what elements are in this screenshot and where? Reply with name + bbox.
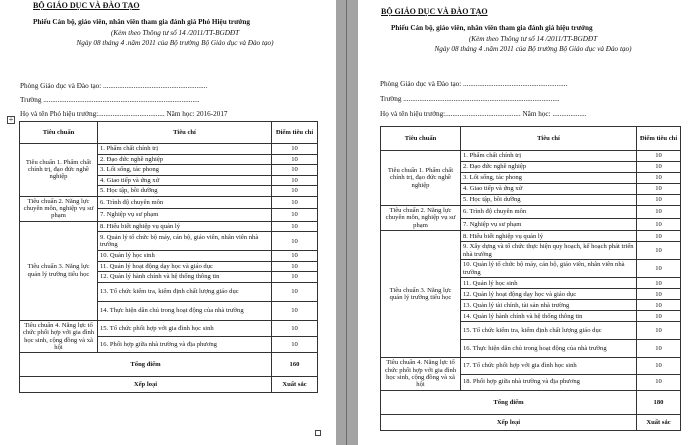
regulation-ref-line1: (Kèm theo Thông tư số 14 /2011/TT-BGDĐT	[468, 35, 598, 43]
score-cell: 10	[637, 278, 681, 289]
standard-label: Tiêu chuẩn 1. Phẩm chất chính trị, đạo đức nghề nghiệp	[387, 166, 454, 189]
standard-cell	[381, 231, 461, 358]
criterion-cell: 3. Lối sống, tác phong	[98, 165, 272, 176]
standard-cell	[381, 151, 461, 206]
criteria-standard-header: Tiêu chuẩn	[381, 127, 461, 151]
criterion-cell: 10. Quản lý học sinh	[98, 251, 272, 262]
standard-label: Tiêu chuẩn 4. Năng lực tổ chức phối hợp với gia đình học sinh, cộng đồng và xã hội	[22, 321, 95, 351]
rank-row	[20, 377, 318, 393]
document-page-left	[0, 0, 336, 445]
table-row	[20, 196, 318, 209]
criterion-cell: 9. Xây dựng và tổ chức thực hiện quy hoạch, kế hoạch phát triển nhà trường	[461, 242, 637, 260]
ministry-header: BỘ GIÁO DỤC VÀ ĐÀO TẠO	[381, 7, 488, 16]
criterion-cell: 14. Quản lý hành chính và hệ thống thông tin	[461, 311, 637, 322]
criteria-score-header: Điểm tiêu chí	[637, 127, 681, 151]
total-label: Tổng điểm	[20, 353, 272, 377]
score-cell: 10	[637, 322, 681, 340]
score-cell: 10	[272, 186, 318, 197]
criterion-cell: 6. Trình độ chuyên môn	[461, 206, 637, 219]
rank-row	[381, 414, 681, 430]
score-cell: 10	[637, 311, 681, 322]
score-cell: 10	[637, 231, 681, 242]
score-cell: 10	[637, 162, 681, 173]
criterion-cell: 1. Phẩm chất chính trị	[461, 151, 637, 162]
score-cell: 10	[637, 184, 681, 195]
criteria-score-header: Điểm tiêu chí	[272, 122, 318, 144]
score-cell: 10	[637, 206, 681, 219]
standard-label: Tiêu chuẩn 4. Năng lực tổ chức phối hợp với gia đình học sinh, cộng đồng và xã hội	[384, 359, 457, 389]
regulation-ref-line1: (Kèm theo Thông tư số 14 /2011/TT-BGDĐT	[110, 29, 240, 37]
score-cell: 10	[272, 320, 318, 336]
score-cell: 10	[272, 221, 318, 232]
form-title: Phiếu Cán bộ, giáo viên, nhân viên tham gia đánh giá hiệu trưởng	[391, 24, 593, 32]
score-cell: 10	[272, 272, 318, 283]
criteria-table	[19, 121, 318, 393]
table-row	[381, 151, 681, 162]
score-cell: 10	[637, 289, 681, 300]
criterion-cell: 16. Thực hiện dân chủ trong hoạt động của nhà trường	[461, 340, 637, 358]
criterion-cell: 12. Quản lý hoạt động dạy học và giáo dục	[461, 289, 637, 300]
criterion-cell: 3. Lối sống, tác phong	[461, 173, 637, 184]
total-value: 160	[272, 353, 318, 377]
rank-value: Xuất sắc	[637, 414, 681, 430]
criterion-cell: 5. Học tập, bồi dưỡng	[98, 186, 272, 197]
department-field: Phòng Giáo dục và Đào tạo: ..........................................................	[380, 80, 568, 88]
standard-label: Tiêu chuẩn 2. Năng lực chuyên môn, nghiệp vụ sư phạm	[23, 197, 94, 220]
standard-label: Tiêu chuẩn 1. Phẩm chất chính trị, đạo đức nghề nghiệp	[25, 158, 92, 181]
ministry-header: BỘ GIÁO DỤC VÀ ĐÀO TẠO	[33, 1, 140, 10]
table-row	[20, 320, 318, 336]
table-row	[381, 206, 681, 219]
criterion-cell: 6. Trình độ chuyên môn	[98, 196, 272, 209]
score-cell: 10	[272, 251, 318, 262]
document-page-right	[358, 0, 700, 445]
total-row	[381, 390, 681, 414]
criterion-cell: 2. Đạo đức nghề nghiệp	[461, 162, 637, 173]
table-row	[20, 144, 318, 155]
score-cell: 10	[637, 374, 681, 390]
criterion-cell: 11. Quản lý học sinh	[461, 278, 637, 289]
criterion-cell: 8. Hiểu biết nghiệp vụ quản lý	[98, 221, 272, 232]
table-row	[381, 358, 681, 374]
criterion-cell: 8. Hiểu biết nghiệp vụ quản lý	[461, 231, 637, 242]
standard-cell	[20, 144, 98, 197]
standard-cell	[381, 206, 461, 231]
criterion-cell: 18. Phối hợp giữa nhà trường và địa phương	[461, 374, 637, 390]
criterion-cell: 13. Tổ chức kiểm tra, kiểm định chất lượng giáo dục	[98, 282, 272, 301]
person-field: Họ và tên Phó hiệu trưởng:..................................... Năm học: 2016-2017	[20, 110, 228, 118]
regulation-ref-line2: Ngày 08 tháng 4 .năm 2011 của Bộ trưởng Bộ Giáo dục và Đào tạo)	[434, 45, 632, 53]
criterion-cell: 4. Giao tiếp và ứng xử	[98, 175, 272, 186]
standard-cell	[20, 320, 98, 353]
person-field: Họ và tên hiệu trưởng:.......................................... Năm học: ...................	[380, 110, 587, 118]
criteria-table	[380, 126, 681, 431]
score-cell: 10	[637, 218, 681, 231]
score-cell: 10	[272, 261, 318, 272]
rank-label: Xếp loại	[381, 414, 637, 430]
standard-cell	[20, 196, 98, 221]
regulation-ref-line2: Ngày 08 tháng 4 .năm 2011 của Bộ trưởng Bộ Giáo dục và Đào tạo)	[76, 39, 274, 47]
table-resize-handle-icon[interactable]	[315, 430, 321, 436]
criterion-cell: 2. Đạo đức nghề nghiệp	[98, 154, 272, 165]
total-row	[20, 353, 318, 377]
score-cell: 10	[272, 337, 318, 353]
score-cell: 10	[637, 300, 681, 311]
total-value: 180	[637, 390, 681, 414]
standard-label: Tiêu chuẩn 3. Năng lực quản lý trường tiểu học	[27, 263, 90, 278]
score-cell: 10	[637, 340, 681, 358]
total-label: Tổng điểm	[381, 390, 637, 414]
score-cell: 10	[637, 195, 681, 206]
criterion-cell: 14. Thực hiện dân chủ trong hoạt động của nhà trường	[98, 301, 272, 320]
criterion-cell: 5. Học tập, bồi dưỡng	[461, 195, 637, 206]
score-cell: 10	[272, 196, 318, 209]
criterion-cell: 13. Quản lý tài chính, tài sản nhà trường	[461, 300, 637, 311]
score-cell: 10	[637, 260, 681, 278]
criterion-cell: 12. Quản lý hành chính và hệ thống thông tin	[98, 272, 272, 283]
criteria-item-header: Tiêu chí	[98, 122, 272, 144]
school-field: Trường .......................................................................................	[20, 96, 200, 104]
table-row	[20, 221, 318, 232]
score-cell: 10	[637, 173, 681, 184]
department-field: Phòng Giáo dục và Đào tạo: ..........................................................	[20, 82, 208, 90]
standard-label: Tiêu chuẩn 2. Năng lực chuyên môn, nghiệp vụ sư phạm	[385, 207, 456, 229]
rank-value: Xuất sắc	[272, 377, 318, 393]
criterion-cell: 7. Nghiệp vụ sư phạm	[461, 218, 637, 231]
criterion-cell: 7. Nghiệp vụ sư phạm	[98, 209, 272, 222]
criterion-cell: 11. Quản lý hoạt động dạy học và giáo dục	[98, 261, 272, 272]
score-cell: 10	[272, 209, 318, 222]
score-cell: 10	[272, 282, 318, 301]
criteria-item-header: Tiêu chí	[461, 127, 637, 151]
criterion-cell: 15. Tổ chức kiểm tra, kiểm định chất lượng giáo dục	[461, 322, 637, 340]
criterion-cell: 15. Tổ chức phối hợp với gia đình học sinh	[98, 320, 272, 336]
criteria-standard-header: Tiêu chuẩn	[20, 122, 98, 144]
standard-label: Tiêu chuẩn 3. Năng lực quản lý trường tiểu học	[389, 286, 452, 302]
score-cell: 10	[637, 151, 681, 162]
standard-cell	[381, 358, 461, 391]
criterion-cell: 16. Phối hợp giữa nhà trường và địa phương	[98, 337, 272, 353]
page-divider	[346, 0, 347, 445]
score-cell: 10	[637, 358, 681, 374]
school-field: Trường .......................................................................................	[380, 95, 560, 103]
criterion-cell: 10. Quản lý tổ chức bộ máy, cán bộ, giáo viên, nhân viên nhà trường	[461, 260, 637, 278]
score-cell: 10	[272, 154, 318, 165]
page-gap	[336, 0, 358, 445]
score-cell: 10	[272, 165, 318, 176]
rank-label: Xếp loại	[20, 377, 272, 393]
score-cell: 10	[272, 232, 318, 251]
criterion-cell: 1. Phẩm chất chính trị	[98, 144, 272, 155]
form-title: Phiếu Cán bộ, giáo viên, nhân viên tham gia đánh giá Phó Hiệu trưởng	[33, 18, 250, 26]
table-move-handle-icon[interactable]: +	[8, 115, 14, 124]
table-header-row	[20, 122, 318, 144]
criterion-cell: 17. Tổ chức phối hợp với gia đình học sinh	[461, 358, 637, 374]
criterion-cell: 4. Giao tiếp và ứng xử	[461, 184, 637, 195]
criterion-cell: 9. Quản lý tổ chức bộ máy, cán bộ, giáo viên, nhân viên nhà trường	[98, 232, 272, 251]
score-cell: 10	[272, 175, 318, 186]
score-cell: 10	[272, 144, 318, 155]
score-cell: 10	[637, 242, 681, 260]
table-header-row	[381, 127, 681, 151]
table-row	[381, 231, 681, 242]
standard-cell	[20, 221, 98, 320]
score-cell: 10	[272, 301, 318, 320]
